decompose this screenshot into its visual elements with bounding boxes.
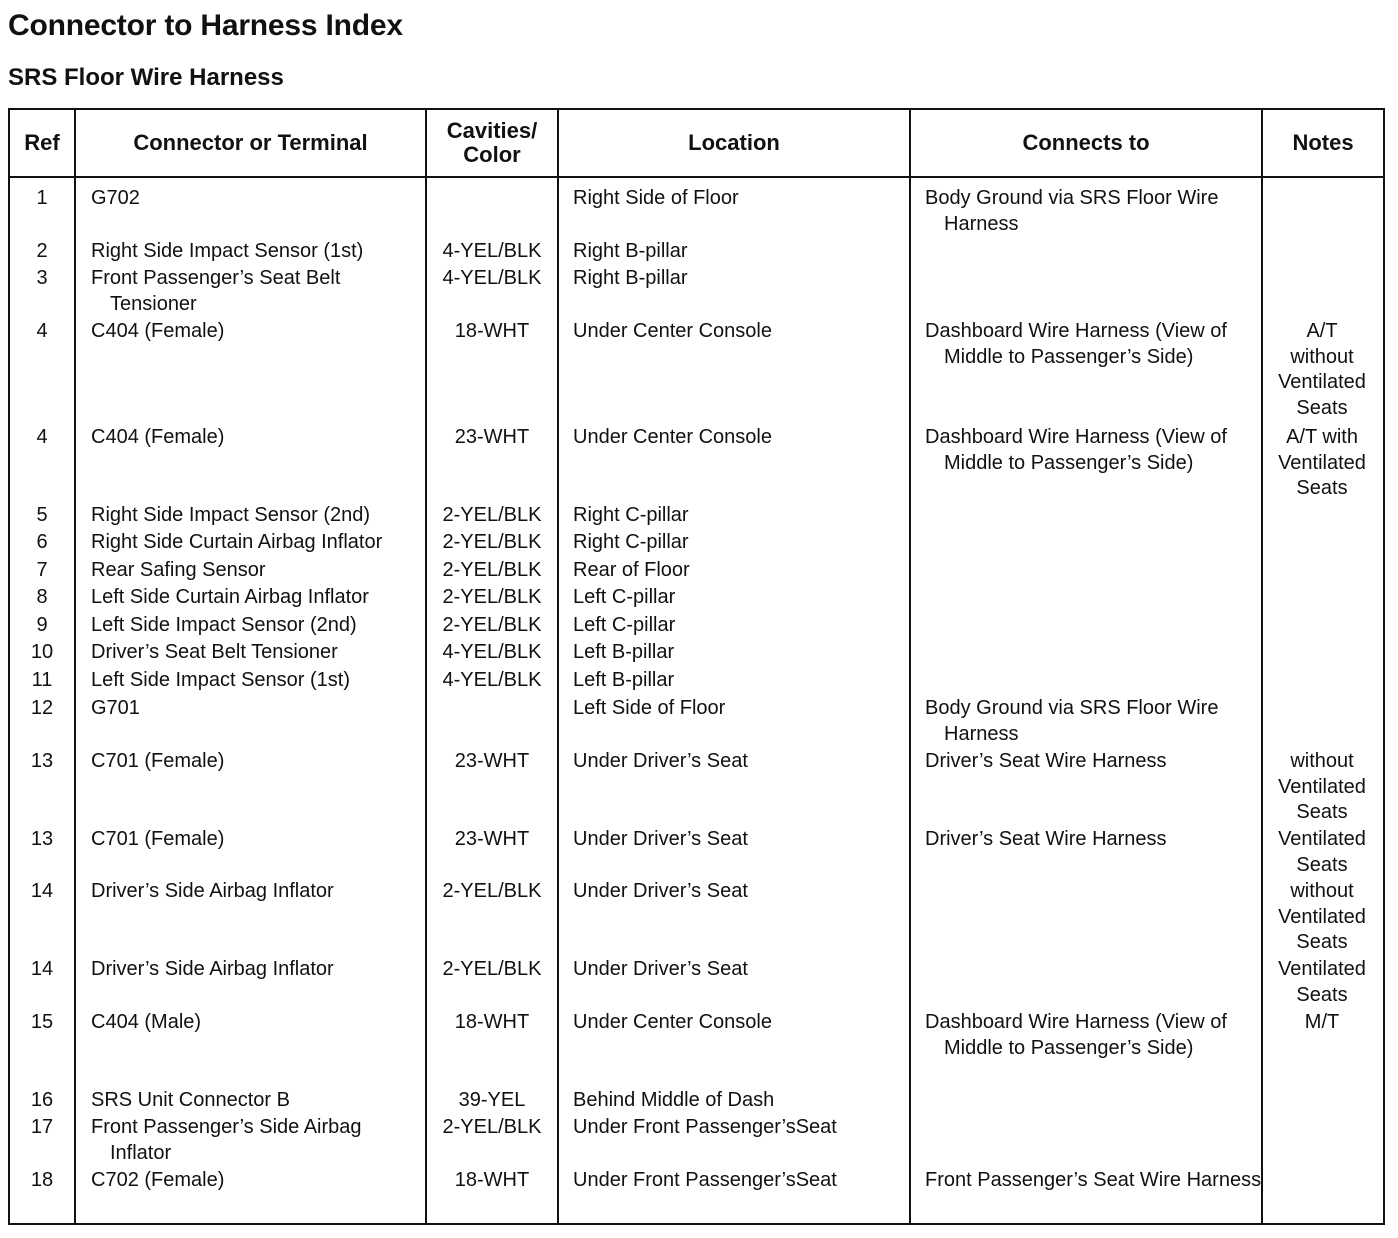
cell-notes: without Ventilated Seats <box>1278 750 1366 823</box>
cell-ref: 1 <box>36 187 48 209</box>
cell-ref: 5 <box>36 504 48 526</box>
cell-connects-to: Driver’s Seat Wire Harness <box>925 828 1167 850</box>
cell-ref: 4 <box>36 320 48 342</box>
cell-connector: Left Side Curtain Airbag Inflator <box>91 586 369 608</box>
cell-connects-to: Dashboard Wire Harness (View of Middle to Passenger’s Side) <box>925 426 1227 474</box>
cell-cavities: 2-YEL/BLK <box>442 504 542 526</box>
cell-ref: 7 <box>36 559 48 581</box>
cell-ref: 3 <box>36 267 48 289</box>
cell-location: Right C-pillar <box>573 504 689 526</box>
cell-cavities: 23-WHT <box>454 426 530 448</box>
cell-connector: Driver’s Seat Belt Tensioner <box>91 641 338 663</box>
cell-ref: 8 <box>36 586 48 608</box>
cell-ref: 14 <box>30 958 54 980</box>
cell-connector: Left Side Impact Sensor (2nd) <box>91 614 357 636</box>
cell-connector: C702 (Female) <box>91 1169 225 1191</box>
cell-connector: C404 (Female) <box>91 426 225 448</box>
cell-connector: Front Passenger’s Side Airbag Inflator <box>91 1116 362 1164</box>
cell-cavities: 4-YEL/BLK <box>442 669 542 691</box>
cell-cavities: 4-YEL/BLK <box>442 641 542 663</box>
cell-location: Under Driver’s Seat <box>573 828 748 850</box>
cell-notes: M/T <box>1304 1011 1340 1033</box>
cell-connector: Front Passenger’s Seat Belt Tensioner <box>91 267 341 315</box>
cell-location: Left Side of Floor <box>573 697 726 719</box>
cell-connector: Left Side Impact Sensor (1st) <box>91 669 351 691</box>
cell-location: Right Side of Floor <box>573 187 739 209</box>
cell-connector: C404 (Female) <box>91 320 225 342</box>
cell-location: Left B-pillar <box>573 641 675 663</box>
cell-connects-to: Dashboard Wire Harness (View of Middle to Passenger’s Side) <box>925 320 1227 368</box>
cell-ref: 17 <box>30 1116 54 1138</box>
cell-ref: 6 <box>36 531 48 553</box>
cell-cavities: 2-YEL/BLK <box>442 614 542 636</box>
cell-cavities: 18-WHT <box>454 1011 530 1033</box>
header-ref: Ref <box>24 130 60 155</box>
cell-location: Right B-pillar <box>573 240 688 262</box>
cell-connector: Driver’s Side Airbag Inflator <box>91 880 334 902</box>
cell-notes: Ventilated Seats <box>1278 958 1366 1006</box>
cell-cavities: 2-YEL/BLK <box>442 531 542 553</box>
cell-connector: Driver’s Side Airbag Inflator <box>91 958 334 980</box>
cell-cavities: 2-YEL/BLK <box>442 880 542 902</box>
cell-connector: Right Side Curtain Airbag Inflator <box>91 531 383 553</box>
header-location: Location <box>688 130 780 155</box>
cell-cavities: 18-WHT <box>454 1169 530 1191</box>
cell-ref: 12 <box>30 697 54 719</box>
cell-ref: 10 <box>30 641 54 663</box>
cell-connects-to: Dashboard Wire Harness (View of Middle to Passenger’s Side) <box>925 1011 1227 1059</box>
cell-connector: Rear Safing Sensor <box>91 559 266 581</box>
table-header-row <box>10 110 1383 178</box>
header-cavities: Cavities/ Color <box>446 118 538 167</box>
cell-location: Under Center Console <box>573 426 772 448</box>
cell-connects-to: Driver’s Seat Wire Harness <box>925 750 1167 772</box>
cell-cavities: 4-YEL/BLK <box>442 267 542 289</box>
cell-location: Under Driver’s Seat <box>573 880 748 902</box>
connector-index-table <box>8 108 1385 1225</box>
cell-ref: 18 <box>30 1169 54 1191</box>
cell-ref: 9 <box>36 614 48 636</box>
cell-cavities: 39-YEL <box>458 1089 526 1111</box>
cell-ref: 15 <box>30 1011 54 1033</box>
cell-location: Right C-pillar <box>573 531 689 553</box>
header-notes: Notes <box>1292 130 1354 155</box>
cell-location: Under Center Console <box>573 1011 772 1033</box>
cell-location: Under Center Console <box>573 320 772 342</box>
cell-ref: 14 <box>30 880 54 902</box>
column-divider <box>74 110 76 1223</box>
cell-location: Under Front Passenger’sSeat <box>573 1169 837 1191</box>
cell-notes: Ventilated Seats <box>1278 828 1366 876</box>
cell-location: Under Driver’s Seat <box>573 958 748 980</box>
cell-ref: 2 <box>36 240 48 262</box>
cell-connector: C701 (Female) <box>91 828 225 850</box>
cell-location: Right B-pillar <box>573 267 688 289</box>
cell-notes: A/T without Ventilated Seats <box>1278 320 1366 419</box>
cell-ref: 16 <box>30 1089 54 1111</box>
cell-location: Left C-pillar <box>573 614 676 636</box>
cell-location: Left C-pillar <box>573 586 676 608</box>
cell-connector: Right Side Impact Sensor (1st) <box>91 240 364 262</box>
cell-connector: Right Side Impact Sensor (2nd) <box>91 504 371 526</box>
cell-ref: 13 <box>30 750 54 772</box>
cell-notes: A/T with Ventilated Seats <box>1278 426 1366 499</box>
cell-cavities: 4-YEL/BLK <box>442 240 542 262</box>
cell-cavities: 2-YEL/BLK <box>442 559 542 581</box>
cell-cavities: 2-YEL/BLK <box>442 1116 542 1138</box>
cell-location: Behind Middle of Dash <box>573 1089 775 1111</box>
cell-ref: 13 <box>30 828 54 850</box>
cell-location: Left B-pillar <box>573 669 675 691</box>
cell-connector: G701 <box>91 697 140 719</box>
cell-location: Under Driver’s Seat <box>573 750 748 772</box>
cell-location: Rear of Floor <box>573 559 690 581</box>
cell-connects-to: Body Ground via SRS Floor Wire Harness <box>925 697 1219 745</box>
cell-ref: 4 <box>36 426 48 448</box>
cell-cavities: 2-YEL/BLK <box>442 586 542 608</box>
cell-notes: without Ventilated Seats <box>1278 880 1366 953</box>
cell-cavities: 18-WHT <box>454 320 530 342</box>
cell-connects-to: Body Ground via SRS Floor Wire Harness <box>925 187 1219 235</box>
section-title: SRS Floor Wire Harness <box>8 64 284 91</box>
cell-cavities: 23-WHT <box>454 750 530 772</box>
page-title: Connector to Harness Index <box>8 9 403 42</box>
cell-connector: C701 (Female) <box>91 750 225 772</box>
cell-ref: 11 <box>31 669 53 691</box>
cell-connector: SRS Unit Connector B <box>91 1089 290 1111</box>
cell-connector: C404 (Male) <box>91 1011 202 1033</box>
cell-connector: G702 <box>91 187 140 209</box>
header-connects-to: Connects to <box>1022 130 1150 155</box>
cell-cavities: 2-YEL/BLK <box>442 958 542 980</box>
header-connector: Connector or Terminal <box>133 130 368 155</box>
cell-connects-to: Front Passenger’s Seat Wire Harness <box>925 1169 1262 1191</box>
cell-cavities: 23-WHT <box>454 828 530 850</box>
cell-location: Under Front Passenger’sSeat <box>573 1116 837 1138</box>
